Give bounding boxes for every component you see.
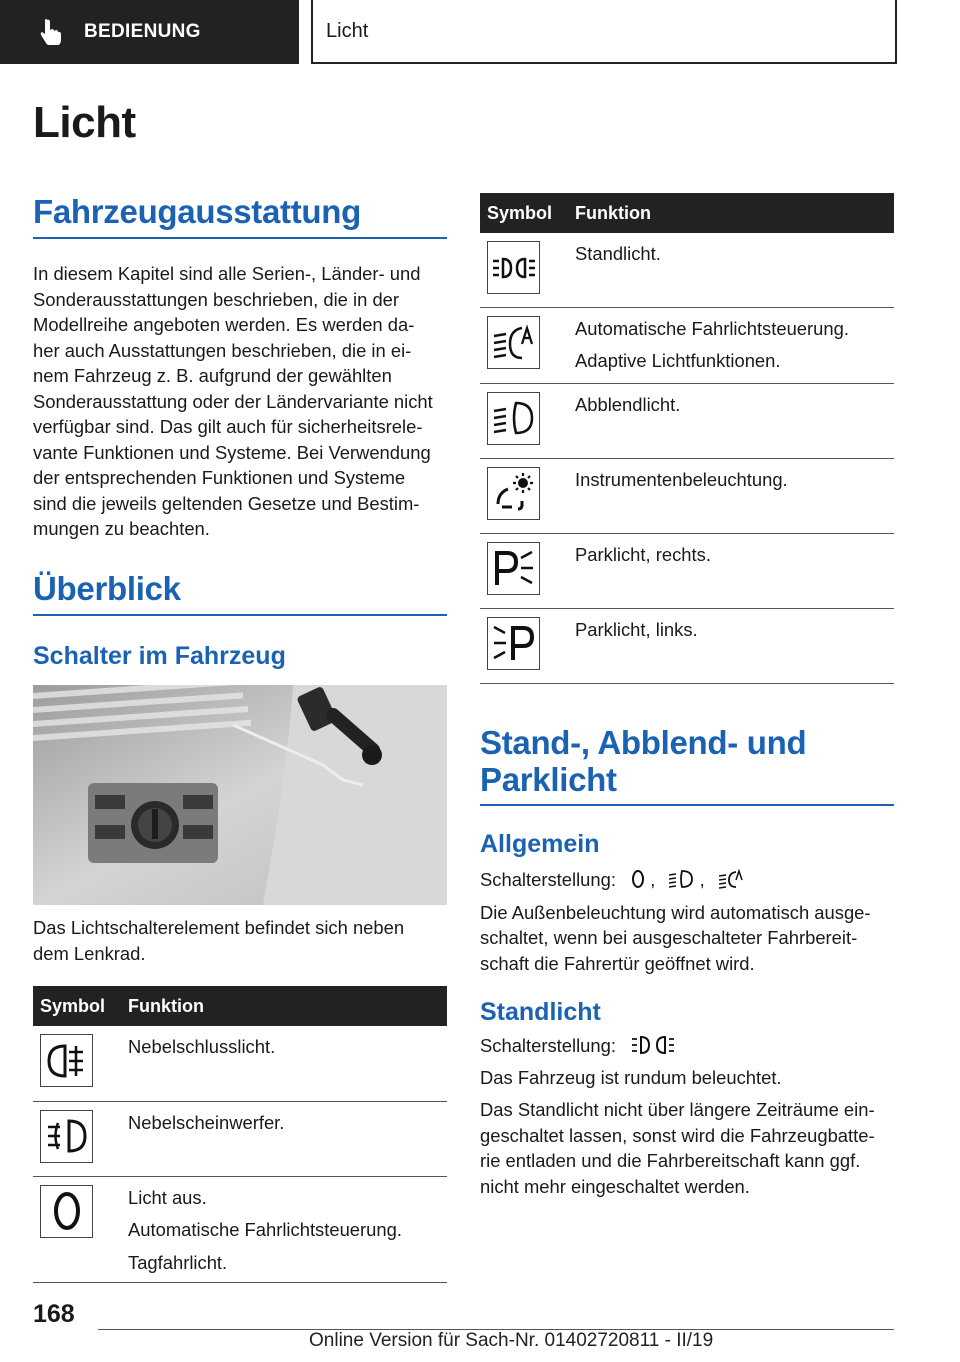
auto-headlight-icon [718,869,744,889]
standlicht-paragraph [480,1097,894,1199]
table-header-row [33,986,447,1026]
parking-light-icon [631,1035,675,1055]
heading-stand-abblend [480,724,894,806]
switch-label: Schalterstellung: [480,869,616,890]
col-header-funktion: Funktion [575,193,894,233]
stand-abblend-section [480,724,894,1199]
row-text: Nebelscheinwerfer. [128,1111,285,1133]
text-line: In diesem Kapitel sind alle Serien-, Länder- und [33,263,421,284]
table-row [480,608,894,683]
text-line: sind die jeweils geltenden Gesetze und Bestim- [33,492,420,514]
text-line: verfügbar sind. Das gilt auch für sicherheitsrele- [33,416,423,437]
switch-label: Schalterstellung: [480,1035,616,1056]
hand-pointer-icon [40,19,62,45]
text-line: Die Außenbeleuchtung wird automatisch ausge- [480,901,871,923]
instrument-lighting-icon [487,467,540,520]
overview-section [33,570,447,671]
text-line: geschaltet lassen, sonst wird die Fahrzeugbatte- [480,1124,875,1146]
row-text: Adaptive Lichtfunktionen. [575,350,781,371]
heading-line: Parklicht [480,761,617,798]
col-header-symbol: Symbol [480,193,575,233]
text-line: rie entladen und die Fahrbereitschaft kann ggf. [480,1150,861,1171]
heading-fahrzeugausstattung: Fahrzeugausstattung [33,193,447,239]
heading-ueberblick: Überblick [33,570,447,616]
table-row [33,1176,447,1283]
parking-light-left-icon [487,617,540,670]
chapter-label: Licht [326,19,369,42]
row-text: Standlicht. [575,243,661,264]
row-text: Nebelschlusslicht. [128,1036,276,1057]
switch-photo [33,685,447,966]
allgemein-paragraph [480,900,894,977]
row-text: Instrumentenbeleuchtung. [575,468,788,490]
chapter-tab [311,0,897,64]
table-row [480,233,894,307]
low-beam-icon [668,869,694,889]
fog-rear-icon [40,1034,93,1087]
row-text: Automatische Fahrlichtsteuerung. [575,317,849,339]
page-number: 168 [33,1300,75,1328]
table-row [480,307,894,383]
footer-text: Online Version für Sach-Nr. 01402720811 - II/19 [309,1330,714,1351]
auto-headlight-icon [487,316,540,369]
text-line: mungen zu beachten. [33,518,210,539]
fog-front-icon [40,1110,93,1163]
page-title: Licht [33,98,136,147]
table-header-row [480,193,894,233]
switch-position-line [480,1033,894,1059]
text-line: nicht mehr eingeschaltet werden. [480,1175,750,1197]
row-text: Parklicht, links. [575,618,698,640]
text-line: Modellreihe angeboten werden. Es werden da- [33,314,415,335]
row-text: Licht aus. [128,1186,207,1208]
left-column [33,193,447,542]
col-header-symbol: Symbol [33,986,128,1026]
heading-schalter: Schalter im Fahrzeug [33,642,286,670]
heading-line: Stand-, Abblend- und [480,724,807,761]
text-line: dem Lenkrad. [33,942,146,964]
table-row [480,458,894,533]
text-line: schaltet, wenn bei ausgeschalteter Fahrbereit- [480,927,858,948]
text-line: nem Fahrzeug z. B. aufgrund der gewählten [33,365,392,386]
text-line: vante Funktionen und Systeme. Bei Verwendung [33,441,431,463]
text-line: der entsprechenden Funktionen und Systeme [33,467,406,488]
low-beam-icon [487,392,540,445]
light-off-icon [631,869,645,889]
row-text: Parklicht, rechts. [575,543,711,565]
col-header-funktion: Funktion [128,986,447,1026]
table-row [480,533,894,608]
table-row [33,1101,447,1176]
symbol-table-left [33,986,447,1283]
text-line: Sonderausstattung oder der Ländervariante nicht [33,390,433,412]
row-text: Automatische Fahrlichtsteuerung. [128,1219,402,1240]
photo-caption [33,915,447,966]
parking-light-right-icon [487,542,540,595]
intro-paragraph [33,261,447,542]
standlicht-text: Das Fahrzeug ist rundum beleuchtet. [480,1066,782,1088]
section-label: BEDIENUNG [84,21,201,42]
row-text: Abblendlicht. [575,393,681,415]
light-off-icon [40,1185,93,1238]
text-line: her auch Ausstattungen beschrieben, die in ei- [33,339,412,361]
heading-allgemein: Allgemein [480,830,600,858]
parking-light-icon [487,241,540,294]
section-tab [0,0,299,64]
text-line: Das Lichtschalterelement befindet sich neben [33,917,405,938]
text-line: Sonderausstattungen beschrieben, die in der [33,288,400,310]
symbol-table-right [480,193,894,684]
text-line: schaft die Fahrertür geöffnet wird. [480,952,755,974]
text-line: Das Standlicht nicht über längere Zeiträume ein- [480,1099,875,1120]
table-row [480,383,894,458]
row-text: Tagfahrlicht. [128,1251,228,1273]
heading-standlicht: Standlicht [480,998,601,1026]
switch-position-line: Schalterstellung: , , [480,867,894,893]
table-row [33,1026,447,1101]
